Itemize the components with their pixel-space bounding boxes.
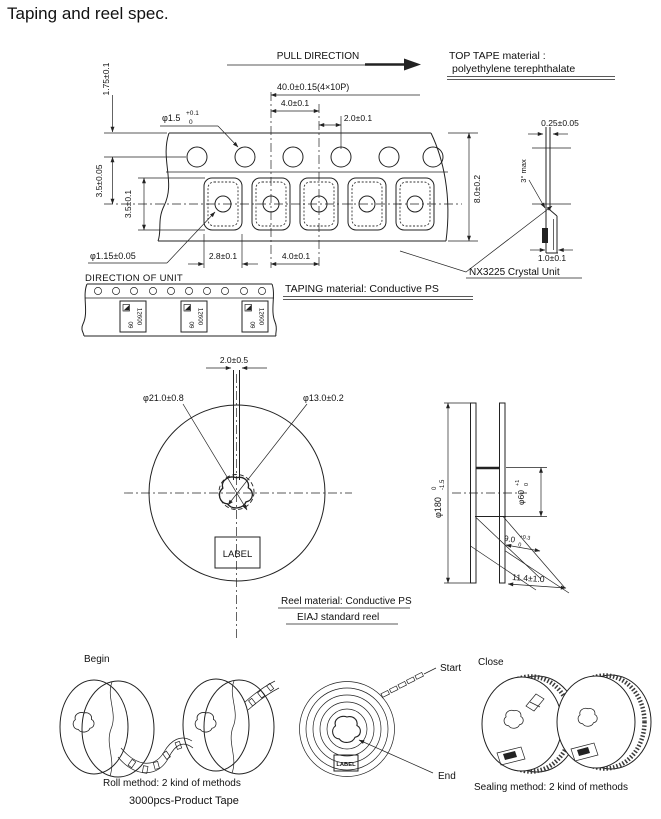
dim-reel-dia-sub: -1.5 [440, 479, 446, 490]
spiral-label-text: LABEL [336, 762, 356, 768]
dim-hole-dia: φ1.5 [162, 113, 181, 123]
dim-pocket-len: 3.5±0.1 [123, 189, 133, 219]
dim-tape-width: 8.0±0.2 [472, 174, 482, 204]
dim-reel-dia-group [432, 479, 446, 518]
sealing-method-label: Sealing method: 2 kind of methods [474, 782, 628, 793]
dim-edge-hole: 1.75±0.1 [101, 62, 111, 96]
carrier-tape-drawing [88, 50, 615, 300]
dim-outer-w-group [512, 572, 545, 584]
wound-tape-spiral [300, 668, 437, 777]
crystal-unit-label: NX3225 Crystal Unit [469, 267, 560, 278]
dim-outer-w: 11.4±1.0 [511, 572, 545, 585]
dim-hub-side-sup: +1 [515, 479, 521, 486]
dim-pocket-depth: 1.0±0.1 [537, 253, 567, 263]
begin-label: Begin [84, 654, 110, 665]
dim-pocket-pitch: 4.0±0.1 [281, 251, 311, 261]
reel-hub-hole [333, 716, 361, 742]
dim-inner-w-sup: +0.3 [518, 534, 531, 542]
dim-inner-w: 9.0 [503, 533, 516, 545]
unit-marking: 09 [187, 321, 195, 329]
dim-hub-side-sub: 0 [524, 482, 530, 486]
end-label: End [438, 771, 456, 782]
roll-method-reel-1 [60, 680, 193, 777]
quantity-label: 3000pcs-Product Tape [129, 795, 239, 807]
top-tape-material-line1: TOP TAPE material : [449, 50, 546, 62]
reel-label-text: LABEL [222, 549, 253, 560]
unit-in-pocket [120, 301, 146, 332]
pull-direction-label: PULL DIRECTION [276, 51, 360, 62]
center-hole-callout [88, 212, 215, 263]
tape-cross-section [519, 118, 579, 263]
direction-of-unit [82, 273, 276, 336]
dim-hub-inner: φ13.0±0.2 [303, 393, 344, 403]
reel-side-view [432, 403, 569, 593]
roll-method-label: Roll method: 2 kind of methods [103, 778, 241, 789]
reel-hub-hole [219, 477, 252, 508]
unit-marking: 12600 [135, 307, 143, 326]
top-tape-material-note [447, 50, 615, 80]
reel-hub-hole [195, 713, 216, 733]
page-title: Taping and reel spec. [7, 4, 169, 23]
pull-direction-arrow-icon [404, 59, 421, 71]
reel-standard-label: EIAJ standard reel [297, 612, 380, 623]
dim-wall-angle: 3° max [519, 159, 528, 183]
sealing-method-reel-2 [557, 675, 651, 769]
dim-reel-dia-sup: 0 [432, 486, 438, 490]
dim-hole-pocket: 3.5±0.05 [94, 164, 104, 198]
reel-material-label: Reel material: Conductive PS [281, 596, 412, 607]
dim-hole-dia-sub: 0 [189, 119, 193, 126]
close-label: Close [478, 657, 504, 668]
roll-method-reel-2 [183, 679, 279, 774]
dim-pocket-w: 2.8±0.1 [208, 251, 238, 261]
unit-logo-icon [185, 305, 191, 310]
taping-material-note [283, 283, 473, 300]
dim-pitch10: 40.0±0.15(4×10P) [277, 82, 350, 92]
tape-outline [104, 133, 462, 241]
unit-in-pocket [181, 301, 207, 332]
reel-notes [278, 596, 412, 624]
sprocket-holes [187, 147, 443, 167]
dim-reel-dia: φ180 [433, 497, 443, 518]
unit-strip-holes [94, 287, 265, 294]
unit-logo-icon [246, 305, 252, 310]
direction-heading: DIRECTION OF UNIT [85, 273, 183, 284]
start-label: Start [440, 663, 462, 674]
dim-hole-pocket-offset: 2.0±0.1 [343, 113, 373, 123]
packing-illustrations [60, 654, 651, 807]
dim-hub-side: φ60 [516, 490, 526, 505]
crystal-in-pocket [542, 228, 548, 243]
dim-inner-w-sub: 0 [517, 542, 522, 549]
unit-marking: 12600 [257, 307, 265, 326]
top-tape-material-line2: polyethylene terephthalate [452, 63, 576, 75]
sprocket-dia-callout [160, 110, 238, 147]
dim-top-tape-t: 0.25±0.05 [541, 118, 579, 128]
dim-slot: 2.0±0.5 [219, 355, 249, 365]
dim-hub-side-group [515, 480, 530, 505]
taping-material-label: TAPING material: Conductive PS [285, 283, 439, 295]
unit-marking: 12600 [196, 307, 204, 326]
unit-logo-icon [124, 305, 130, 310]
dim-hole-pitch: 4.0±0.1 [280, 98, 310, 108]
unit-in-pocket [242, 301, 268, 332]
dim-hub-outer: φ21.0±0.8 [143, 393, 184, 403]
unit-marking: 09 [126, 321, 134, 329]
unit-marking: 09 [248, 321, 256, 329]
dim-hole-dia-sup: +0.1 [186, 110, 199, 117]
dim-center-hole: φ1.15±0.05 [90, 251, 136, 261]
